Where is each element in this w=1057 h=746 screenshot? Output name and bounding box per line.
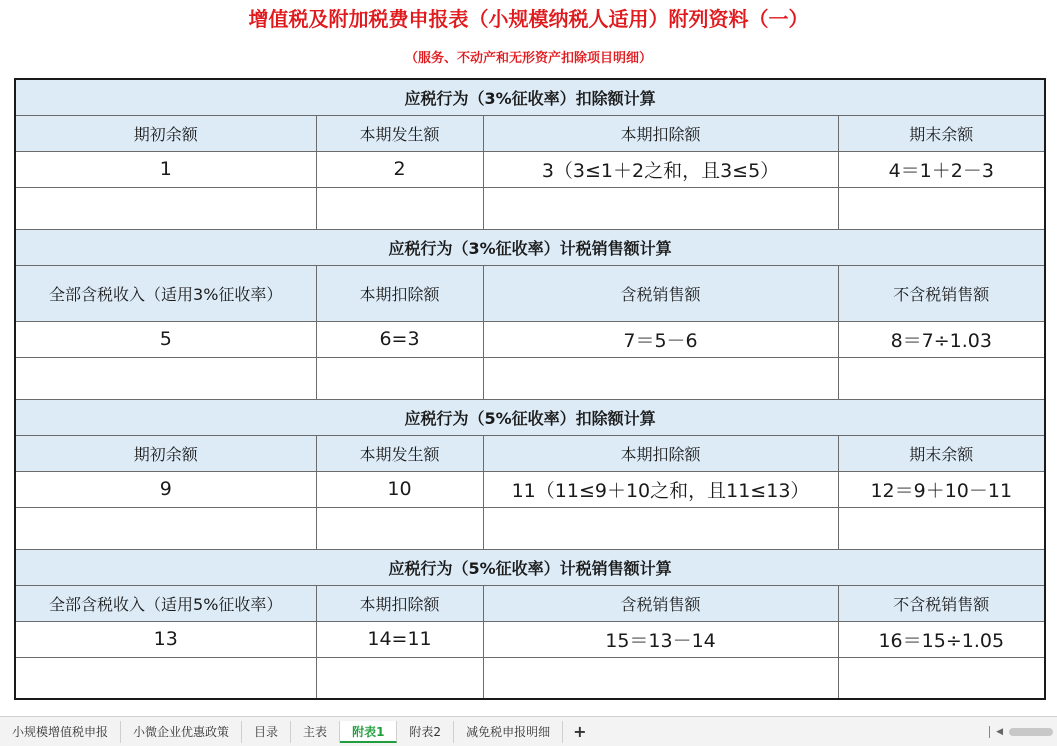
sheet-tab-vat-declaration[interactable]: 小规模增值税申报 — [0, 721, 121, 743]
line-number-cell[interactable]: 15＝13－14 — [483, 621, 838, 657]
header-row — [15, 585, 1045, 621]
header-cell[interactable]: 本期扣除额 — [316, 265, 483, 321]
input-cell[interactable] — [15, 187, 316, 229]
input-cell[interactable] — [483, 357, 838, 399]
input-cell[interactable] — [838, 507, 1045, 549]
line-number-row — [15, 321, 1045, 357]
input-cell[interactable] — [483, 187, 838, 229]
header-cell[interactable]: 全部含税收入（适用5%征收率） — [15, 585, 316, 621]
line-number-cell[interactable]: 4＝1＋2－3 — [838, 151, 1045, 187]
line-number-cell[interactable]: 5 — [15, 321, 316, 357]
input-cell[interactable] — [15, 657, 316, 699]
header-cell[interactable]: 本期发生额 — [316, 435, 483, 471]
sheet-tab-main-table[interactable]: 主表 — [291, 721, 340, 743]
line-number-cell[interactable]: 12＝9＋10－11 — [838, 471, 1045, 507]
header-cell[interactable]: 不含税销售额 — [838, 585, 1045, 621]
line-number-row — [15, 621, 1045, 657]
line-number-cell[interactable]: 16＝15÷1.05 — [838, 621, 1045, 657]
header-cell[interactable]: 不含税销售额 — [838, 265, 1045, 321]
sheet-tab-tax-reduction-detail[interactable]: 减免税申报明细 — [454, 721, 563, 743]
header-cell[interactable]: 全部含税收入（适用3%征收率） — [15, 265, 316, 321]
line-number-cell[interactable]: 3（3≤1＋2之和，且3≤5） — [483, 151, 838, 187]
input-row — [15, 657, 1045, 699]
section-heading-row — [15, 399, 1045, 435]
header-cell[interactable]: 含税销售额 — [483, 585, 838, 621]
line-number-cell[interactable]: 14=11 — [316, 621, 483, 657]
header-cell[interactable]: 含税销售额 — [483, 265, 838, 321]
divider — [989, 726, 990, 738]
line-number-cell[interactable]: 1 — [15, 151, 316, 187]
section-heading[interactable]: 应税行为（5%征收率）扣除额计算 — [15, 399, 1045, 435]
line-number-cell[interactable]: 6=3 — [316, 321, 483, 357]
input-cell[interactable] — [316, 187, 483, 229]
sheet-tab-bar — [0, 716, 1057, 746]
section-heading-row — [15, 229, 1045, 265]
line-number-row — [15, 471, 1045, 507]
input-cell[interactable] — [838, 187, 1045, 229]
tabbar-scroll-area — [989, 726, 1057, 738]
deduction-table — [14, 78, 1046, 700]
input-cell[interactable] — [316, 357, 483, 399]
header-row — [15, 115, 1045, 151]
input-row — [15, 187, 1045, 229]
page-subtitle: （服务、不动产和无形资产扣除项目明细） — [404, 51, 652, 66]
input-cell[interactable] — [838, 657, 1045, 699]
header-cell[interactable]: 本期扣除额 — [316, 585, 483, 621]
header-cell[interactable]: 本期扣除额 — [483, 115, 838, 151]
input-cell[interactable] — [483, 507, 838, 549]
input-cell[interactable] — [15, 357, 316, 399]
sheet-tab-appendix-2[interactable]: 附表2 — [397, 721, 454, 743]
page-title: 增值税及附加税费申报表（小规模纳税人适用）附列资料（一） — [248, 7, 809, 31]
horizontal-scrollbar[interactable] — [1009, 728, 1053, 736]
header-row — [15, 265, 1045, 321]
header-row — [15, 435, 1045, 471]
line-number-cell[interactable]: 10 — [316, 471, 483, 507]
line-number-cell[interactable]: 13 — [15, 621, 316, 657]
section-heading[interactable]: 应税行为（5%征收率）计税销售额计算 — [15, 549, 1045, 585]
header-cell[interactable]: 期初余额 — [15, 115, 316, 151]
line-number-row — [15, 151, 1045, 187]
add-sheet-button[interactable]: + — [573, 722, 587, 741]
header-cell[interactable]: 期初余额 — [15, 435, 316, 471]
input-cell[interactable] — [316, 507, 483, 549]
sheet-tab-small-enterprise-policy[interactable]: 小微企业优惠政策 — [121, 721, 242, 743]
sheet-tab-contents[interactable]: 目录 — [242, 721, 291, 743]
section-heading[interactable]: 应税行为（3%征收率）扣除额计算 — [15, 79, 1045, 115]
line-number-cell[interactable]: 11（11≤9＋10之和，且11≤13） — [483, 471, 838, 507]
input-cell[interactable] — [15, 507, 316, 549]
input-row — [15, 357, 1045, 399]
section-heading-row — [15, 549, 1045, 585]
line-number-cell[interactable]: 8＝7÷1.03 — [838, 321, 1045, 357]
scroll-left-icon[interactable]: ◀ — [996, 726, 1003, 737]
input-cell[interactable] — [838, 357, 1045, 399]
header-cell[interactable]: 本期发生额 — [316, 115, 483, 151]
sheet-tab-appendix-1[interactable]: 附表1 — [340, 721, 397, 743]
header-cell[interactable]: 期末余额 — [838, 435, 1045, 471]
section-heading[interactable]: 应税行为（3%征收率）计税销售额计算 — [15, 229, 1045, 265]
header-cell[interactable]: 本期扣除额 — [483, 435, 838, 471]
line-number-cell[interactable]: 9 — [15, 471, 316, 507]
line-number-cell[interactable]: 2 — [316, 151, 483, 187]
input-row — [15, 507, 1045, 549]
header-cell[interactable]: 期末余额 — [838, 115, 1045, 151]
section-heading-row — [15, 79, 1045, 115]
input-cell[interactable] — [483, 657, 838, 699]
input-cell[interactable] — [316, 657, 483, 699]
line-number-cell[interactable]: 7＝5－6 — [483, 321, 838, 357]
